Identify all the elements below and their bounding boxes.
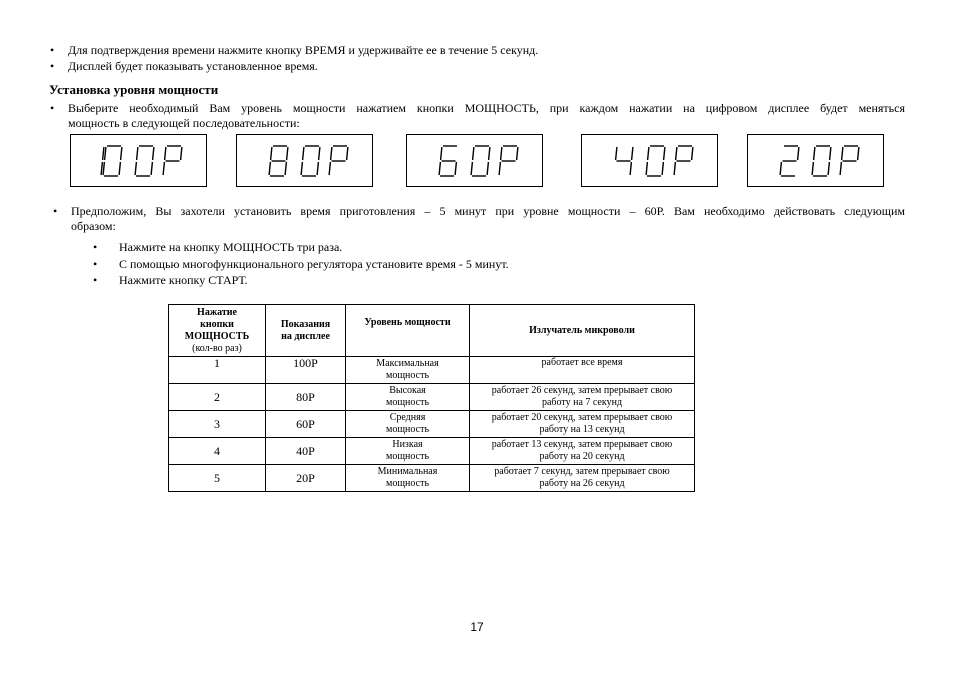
emitter-text: работу на 7 секунд — [541, 397, 623, 408]
segment — [120, 147, 121, 160]
header-emitter: Излучатель микроволи — [470, 305, 695, 357]
segment — [440, 147, 441, 160]
step-item: Нажмите кнопку СТАРТ. — [119, 273, 248, 287]
presses-cell: 3 — [169, 411, 266, 438]
segment — [135, 162, 136, 175]
segment — [829, 147, 830, 160]
display-cell: 20P — [266, 465, 346, 492]
segment — [101, 162, 102, 175]
table-row — [169, 438, 695, 465]
segment — [286, 147, 287, 160]
table-row — [169, 384, 695, 411]
display-80p — [236, 134, 373, 187]
page-number: 17 — [470, 620, 484, 634]
bullet-mark: • — [93, 240, 98, 254]
segment — [164, 147, 165, 160]
power-table — [168, 304, 695, 492]
segment — [330, 147, 331, 160]
segment — [102, 147, 103, 160]
segment — [439, 162, 440, 175]
level-cell — [346, 411, 470, 438]
table-header-row — [169, 305, 695, 357]
display-60p — [406, 134, 543, 187]
segment — [103, 162, 104, 175]
header-text: кнопки — [200, 318, 234, 330]
bullet-text: Для подтверждения времени нажмите кнопку ВРЕМЯ и удерживайте ее в течение 5 секунд. — [68, 43, 539, 57]
display-cell: 80P — [266, 384, 346, 411]
level-text: Высокая — [389, 385, 426, 396]
emitter-text: работает все время — [541, 357, 623, 368]
segment — [631, 147, 632, 160]
segment — [797, 147, 798, 160]
segment — [180, 147, 181, 160]
segment — [499, 162, 500, 175]
display-cell: 40P — [266, 438, 346, 465]
presses-cell: 1 — [169, 357, 266, 384]
section-title: Установка уровня мощности — [49, 82, 219, 97]
header-text: Показания — [280, 318, 331, 330]
presses-cell: 4 — [169, 438, 266, 465]
level-text: мощность — [386, 451, 429, 462]
segment-display — [756, 141, 876, 181]
segment — [674, 162, 675, 175]
emitter-text: работает 13 секунд, затем прерывает свою — [491, 439, 673, 450]
header-presses — [169, 305, 266, 357]
level-text: мощность — [386, 370, 429, 381]
segment — [488, 147, 489, 160]
level-cell — [346, 465, 470, 492]
segment — [840, 162, 841, 175]
segment — [269, 162, 270, 175]
segment — [346, 147, 347, 160]
emitter-text: работает 20 секунд, затем прерывает свою — [491, 412, 673, 423]
header-text: МОЩНОСТЬ — [184, 330, 250, 342]
segment — [487, 162, 488, 175]
header-text: на дисплее — [281, 330, 330, 342]
segment — [104, 147, 105, 160]
segment — [646, 162, 647, 175]
segment — [163, 162, 164, 175]
segment — [317, 162, 318, 175]
display-cell: 100P — [266, 357, 346, 384]
segment — [841, 147, 842, 160]
level-text: Средняя — [389, 412, 426, 423]
segment — [301, 162, 302, 175]
power-intro-line1: Выберите необходимый Вам уровень мощности нажатием кнопки МОЩНОСТЬ, при каждом нажатии на цифровом дисплее будет меняться — [68, 101, 905, 115]
segment — [455, 162, 456, 175]
bullet-mark: • — [50, 101, 55, 115]
level-cell — [346, 384, 470, 411]
segment — [119, 162, 120, 175]
segment — [615, 147, 616, 160]
segment — [857, 147, 858, 160]
segment — [662, 162, 663, 175]
level-cell — [346, 438, 470, 465]
step-item: Нажмите на кнопку МОЩНОСТЬ три раза. — [119, 240, 343, 254]
segment — [812, 162, 813, 175]
segment — [675, 147, 676, 160]
segment — [516, 147, 517, 160]
segment — [318, 147, 319, 160]
example-line2: образом: — [71, 219, 116, 233]
level-text: мощность — [386, 397, 429, 408]
segment — [828, 162, 829, 175]
segment — [285, 162, 286, 175]
level-cell — [346, 357, 470, 384]
segment — [630, 162, 631, 175]
level-text: Минимальная — [377, 466, 438, 477]
segment — [780, 162, 781, 175]
level-text: Максимальная — [376, 358, 439, 369]
segment — [270, 147, 271, 160]
emitter-cell — [470, 384, 695, 411]
segment — [136, 147, 137, 160]
emitter-text: работу на 20 секунд — [539, 451, 625, 462]
segment — [500, 147, 501, 160]
presses-cell: 2 — [169, 384, 266, 411]
power-intro-line2: мощность в следующей последовательности: — [68, 116, 300, 130]
segment — [813, 147, 814, 160]
segment — [471, 162, 472, 175]
header-text: Нажатие — [197, 306, 237, 318]
segment — [152, 147, 153, 160]
emitter-cell — [470, 438, 695, 465]
example-line1: Предположим, Вы захотели установить время приготовления – 5 минут при уровне мощности – 60Р. Вам необходимо действовать следующим — [71, 204, 905, 218]
segment — [663, 147, 664, 160]
segment — [647, 147, 648, 160]
level-text: Низкая — [392, 439, 423, 450]
bullet-mark: • — [53, 204, 58, 218]
emitter-text: работу на 13 секунд — [539, 424, 625, 435]
display-cell: 60P — [266, 411, 346, 438]
step-item: С помощью многофункционального регулятора установите время - 5 минут. — [119, 257, 509, 271]
bullet-mark: • — [93, 273, 98, 287]
segment — [302, 147, 303, 160]
segment-display — [245, 141, 365, 181]
bullet-mark: • — [93, 257, 98, 271]
segment — [329, 162, 330, 175]
level-text: мощность — [386, 424, 429, 435]
segment — [472, 147, 473, 160]
emitter-cell — [470, 411, 695, 438]
table-row — [169, 465, 695, 492]
segment-display — [590, 141, 710, 181]
emitter-cell — [470, 465, 695, 492]
level-text: мощность — [386, 478, 429, 489]
segment — [151, 162, 152, 175]
table-row — [169, 357, 695, 384]
header-level: Уровень мощности — [346, 305, 470, 357]
emitter-text: работает 7 секунд, затем прерывает свою — [494, 466, 670, 477]
display-20p — [747, 134, 884, 187]
segment-display — [79, 141, 199, 181]
presses-cell: 5 — [169, 465, 266, 492]
bullet-mark: • — [50, 43, 55, 57]
table-row — [169, 411, 695, 438]
segment — [691, 147, 692, 160]
segment-display — [415, 141, 535, 181]
header-display — [266, 305, 346, 357]
header-text: (кол-во раз) — [192, 342, 242, 354]
display-40p — [581, 134, 718, 187]
emitter-text: работает 26 секунд, затем прерывает свою — [491, 385, 673, 396]
bullet-mark: • — [50, 59, 55, 73]
bullet-text: Дисплей будет показывать установленное время. — [68, 59, 318, 73]
emitter-cell — [470, 357, 695, 384]
emitter-text: работу на 26 секунд — [539, 478, 625, 489]
display-100p — [70, 134, 207, 187]
